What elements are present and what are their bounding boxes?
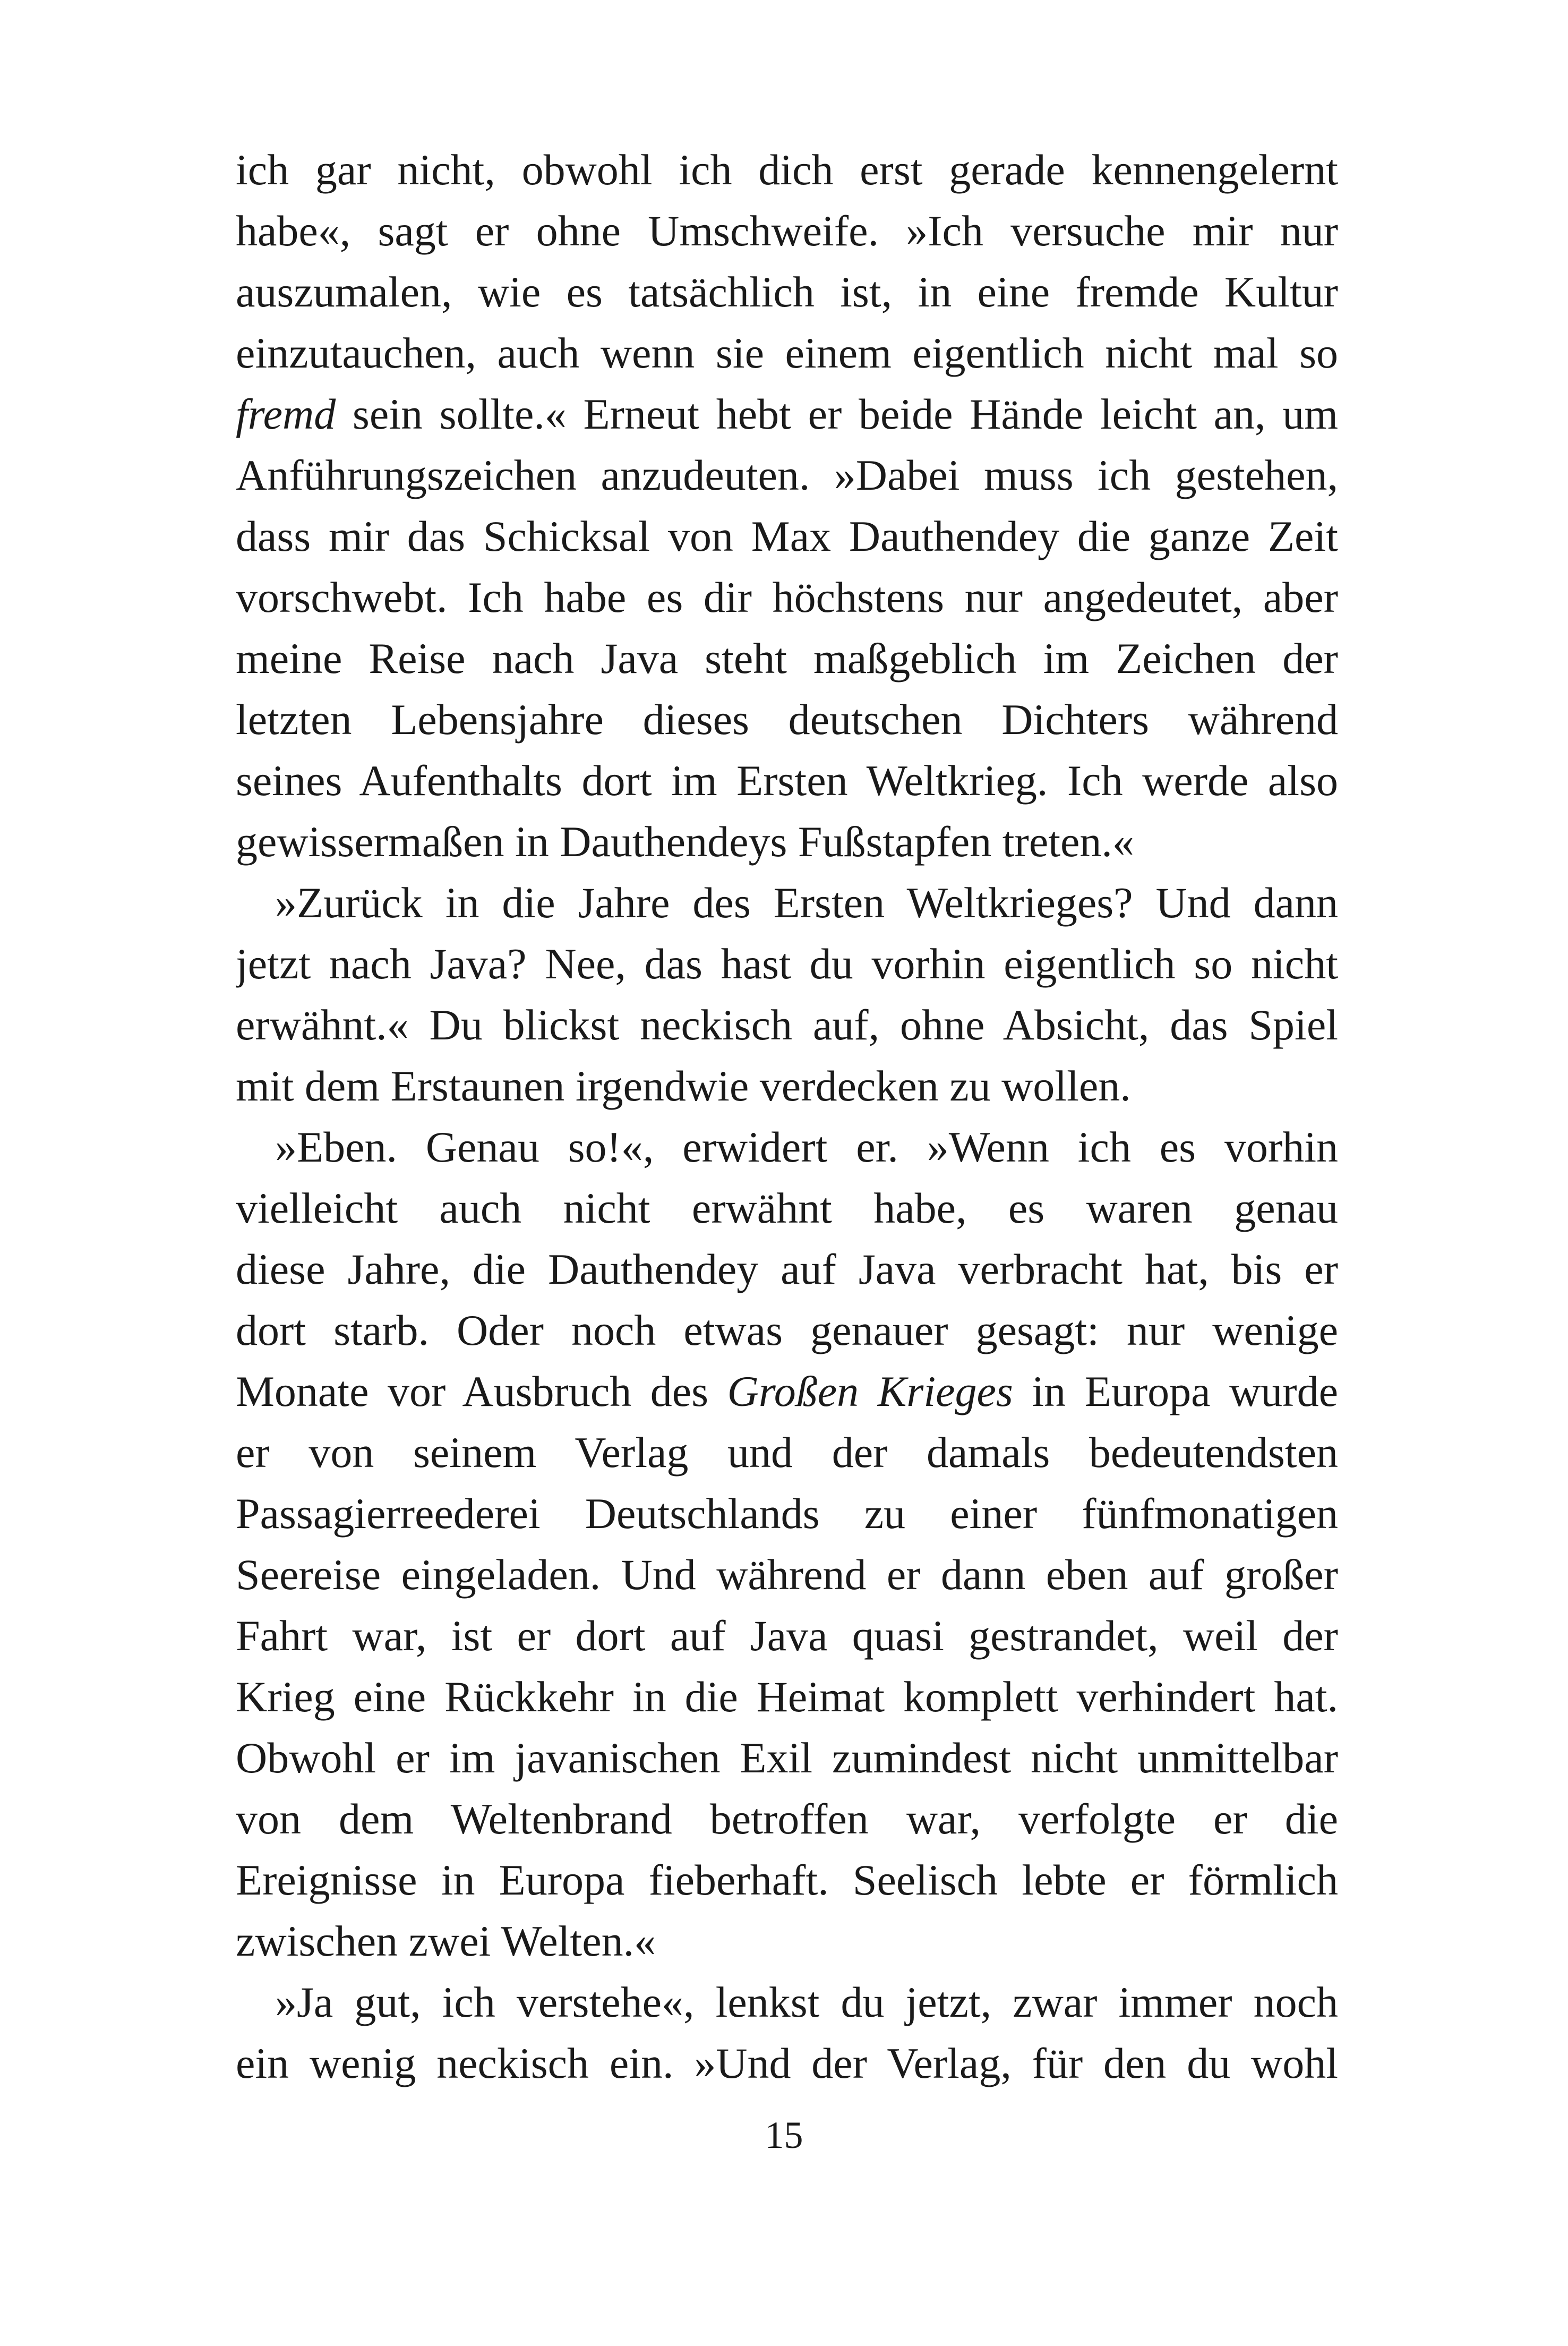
body-text xyxy=(236,139,1338,2094)
italic-word: fremd xyxy=(236,390,336,438)
text-line: Ereignisse in Europa fieberhaft. Seelisch lebte er förmlich xyxy=(236,1856,1338,1904)
text-line: dort starb. Oder noch etwas genauer gesagt: nur wenige xyxy=(236,1306,1338,1354)
text-line xyxy=(236,383,1338,445)
text-fragment: in Europa wurde xyxy=(1013,1367,1338,1415)
text-line: einzutauchen, auch wenn sie einem eigentlich nicht mal so xyxy=(236,329,1338,377)
text-line: von dem Weltenbrand betroffen war, verfolgte er die xyxy=(236,1795,1338,1843)
text-line: ein wenig neckisch ein. »Und der Verlag, für den du wohl xyxy=(236,2039,1338,2087)
text-line: Obwohl er im javanischen Exil zumindest nicht unmittelbar xyxy=(236,1734,1338,1782)
text-line: Krieg eine Rückkehr in die Heimat komplett verhindert hat. xyxy=(236,1673,1338,1721)
text-fragment: sein sollte.« Erneut hebt er beide Hände leicht an, um xyxy=(336,390,1338,438)
text-line: letzten Lebensjahre dieses deutschen Dichters während xyxy=(236,695,1338,744)
text-line: habe«, sagt er ohne Umschweife. »Ich versuche mir nur xyxy=(236,207,1338,255)
text-fragment: Monate vor Ausbruch des xyxy=(236,1367,727,1415)
text-line: Passagierreederei Deutschlands zu einer fünfmonatigen xyxy=(236,1489,1338,1538)
text-line: gewissermaßen in Dauthendeys Fußstapfen treten.« xyxy=(236,817,1134,866)
text-line: »Zurück in die Jahre des Ersten Weltkrieges? Und dann xyxy=(275,878,1338,927)
text-line: Fahrt war, ist er dort auf Java quasi gestrandet, weil der xyxy=(236,1611,1338,1660)
text-line: ich gar nicht, obwohl ich dich erst gerade kennengelernt xyxy=(236,146,1338,194)
text-line: seines Aufenthalts dort im Ersten Weltkrieg. Ich werde also xyxy=(236,756,1338,805)
italic-phrase: Großen Krieges xyxy=(727,1367,1013,1415)
text-line: »Ja gut, ich verstehe«, lenkst du jetzt, zwar immer noch xyxy=(275,1978,1338,2026)
text-line: dass mir das Schicksal von Max Dauthendey die ganze Zeit xyxy=(236,512,1338,560)
text-line: Seereise eingeladen. Und während er dann eben auf großer xyxy=(236,1550,1338,1599)
text-line: er von seinem Verlag und der damals bedeutendsten xyxy=(236,1428,1338,1477)
text-line: zwischen zwei Welten.« xyxy=(236,1917,656,1965)
page-number: 15 xyxy=(765,2114,803,2156)
text-line: mit dem Erstaunen irgendwie verdecken zu wollen. xyxy=(236,1062,1131,1110)
text-line: »Eben. Genau so!«, erwidert er. »Wenn ich es vorhin xyxy=(275,1123,1338,1171)
text-line xyxy=(236,1361,1338,1422)
text-line: diese Jahre, die Dauthendey auf Java verbracht hat, bis er xyxy=(236,1245,1338,1293)
text-line: Anführungszeichen anzudeuten. »Dabei muss ich gestehen, xyxy=(236,451,1338,499)
text-line: vorschwebt. Ich habe es dir höchstens nur angedeutet, aber xyxy=(236,573,1338,621)
text-line: jetzt nach Java? Nee, das hast du vorhin eigentlich so nicht xyxy=(236,940,1338,988)
text-line: meine Reise nach Java steht maßgeblich im Zeichen der xyxy=(236,634,1338,683)
text-line: auszumalen, wie es tatsächlich ist, in eine fremde Kultur xyxy=(236,268,1338,316)
text-line: erwähnt.« Du blickst neckisch auf, ohne Absicht, das Spiel xyxy=(236,1001,1338,1049)
text-line: vielleicht auch nicht erwähnt habe, es waren genau xyxy=(236,1184,1338,1232)
